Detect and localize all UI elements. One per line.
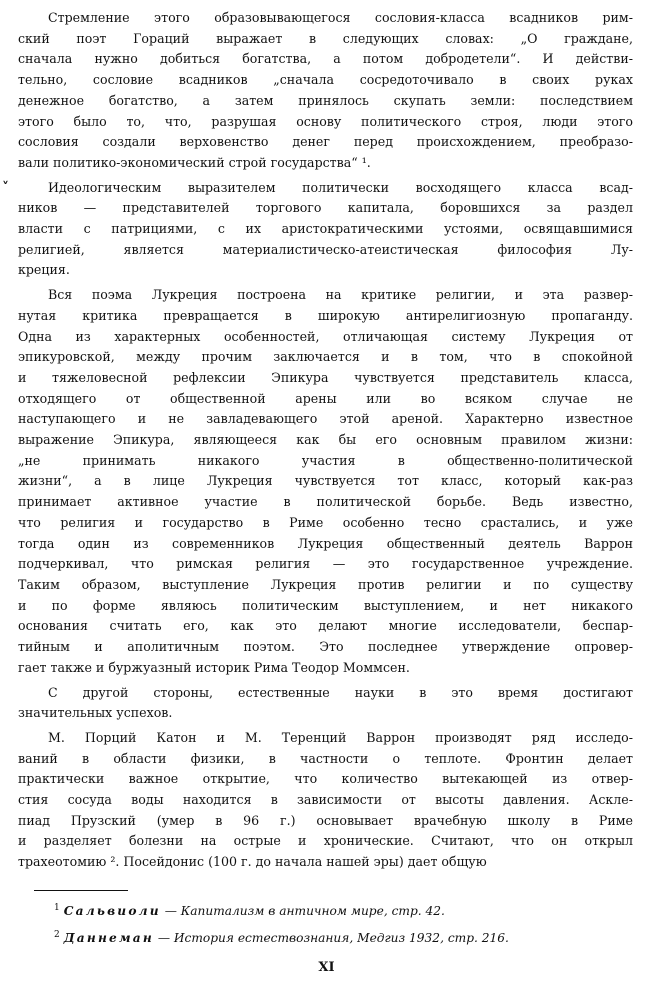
text-line: наступающего и не завладевающего этой ареной. Характерно известное [18,411,633,427]
text-line: вали политико-экономический строй государства“ ¹. [18,154,371,170]
text-line: и по форме являюсь политическим выступлением, и нет никакого [18,597,633,613]
footnote-number: 1 [54,903,60,913]
text-line: М. Порций Катон и М. Теренций Варрон производят ряд исследо- [48,729,633,745]
text-line: сословия создали верховенство денег перед происхождением, преобразо- [18,134,633,150]
text-line: креция. [18,262,70,278]
text-line: тийным и аполитичным поэтом. Это последнее утверждение опровер- [18,639,633,655]
footnote-text: — История естествознания, Медгиз 1932, стр. 216. [153,931,509,946]
text-line: что религия и государство в Риме особенно тесно срастались, и уже [18,514,633,530]
text-line: Стремление этого образовывающегося сословия-класса всадников рим- [48,10,633,25]
text-line: трахеотомию ². Посейдонис (100 г. до начала нашей эры) дает общую [18,854,487,870]
text-line: власти с патрициями, с их аристократическими устоями, освящавшимися [18,221,633,237]
text-line: Идеологическим выразителем политически восходящего класса всад- [48,179,633,195]
text-line: тельно, сословие всадников „сначала сосредоточивало в своих руках [18,72,633,88]
margin-check-mark: ˅ [2,179,9,196]
paragraph [18,285,633,678]
text-line: Одна из характерных особенностей, отличающая систему Лукреция от [18,328,633,344]
text-line: гает также и буржуазный историк Рима Теодор Моммсен. [18,659,410,675]
footnote-number: 2 [54,930,60,941]
text-line: Вся поэма Лукреция построена на критике религии, и эта развер- [48,287,633,303]
paragraph [2,178,633,282]
footnote-author: Сальвиоли [63,904,161,919]
text-line: подчеркивал, что римская религия — это государственное учреждение. [18,556,633,572]
text-line: и разделяет болезни на острые и хронические. Считают, что он открыл [18,833,633,849]
text-line: и тяжеловесной рефлексии Эпикура чувствуется представитель класса, [18,369,633,385]
text-line: значительных успехов. [18,705,173,721]
text-line: С другой стороны, естественные науки в это время достигают [48,684,633,700]
page-number: XI [318,960,335,975]
text-line: нутая критика превращается в широкую антирелигиозную пропаганду. [18,307,633,323]
text-line: „не принимать никакого участия в общественно-политической [18,452,633,468]
text-line: практически важное открытие, что количество вытекающей из отвер- [18,771,633,787]
text-line: тогда один из современников Лукреция общественный деятель Варрон [18,535,633,551]
footnote-author: Даннеман [63,931,154,946]
text-line: ников — представителей торгового капитала, боровшихся за раздел [18,200,633,216]
text-line: денежное богатство, а затем принялось скупать земли: последствием [18,92,633,108]
footnote-text: — Капитализм в античном мире, стр. 42. [160,904,445,919]
text-line: религией, является материалистическо-атеистическая философия Лу- [18,241,633,257]
text-line: отходящего от общественной арены или во всяком случае не [18,390,633,406]
paragraph [18,683,633,724]
text-line: этого было то, что, разрушая основу политического строя, люди этого [18,113,633,129]
text-line: ваний в области физики, в частности о теплоте. Фронтин делает [18,750,633,766]
text-line: принимает активное участие в политической борьбе. Ведь известно, [18,494,633,510]
body-text [2,8,633,873]
text-line: основания считать его, как это делают многие исследователи, беспар- [18,618,633,634]
footnote [18,896,633,923]
footnotes [18,896,633,950]
text-line: ский поэт Гораций выражает в следующих словах: „О граждане, [18,30,633,46]
paragraph [18,728,633,873]
text-line: Таким образом, выступление Лукреция против религии и по существу [18,576,633,592]
paragraph [18,8,633,174]
footnote [18,923,633,950]
text-line: стия сосуда воды находится в зависимости от высоты давления. Аскле- [18,792,633,808]
text-line: сначала нужно добиться богатства, а потом добродетели“. И действи- [18,51,633,67]
text-line: жизни“, а в лице Лукреция чувствуется тот класс, который как-раз [18,473,633,489]
footnote-separator [34,890,128,891]
text-line: выражение Эпикура, являющееся как бы его основным правилом жизни: [18,432,633,448]
text-line: пиад Прузский (умер в 96 г.) основывает врачебную школу в Риме [18,812,633,828]
text-line: эпикуровской, между прочим заключается и в том, что в спокойной [18,349,633,365]
